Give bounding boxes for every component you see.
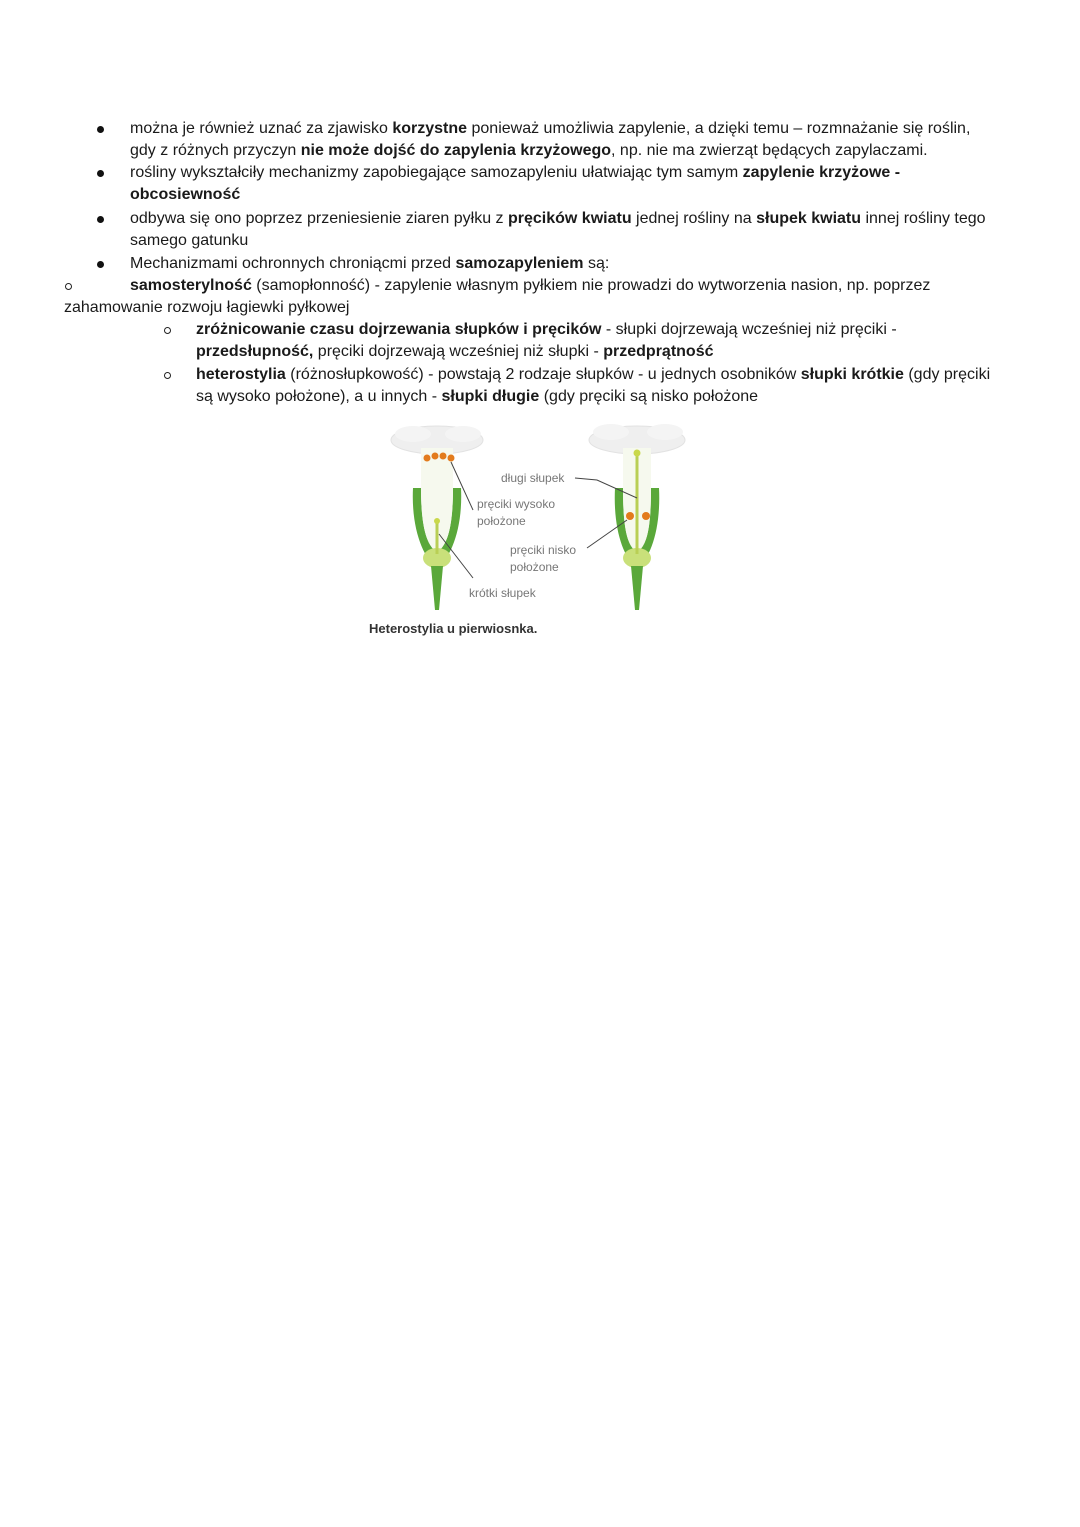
- stalk: [631, 566, 643, 610]
- bullet-1-line-1: można je również uznać za zjawisko korzystne ponieważ umożliwia zapylenie, a dzięki temu – rozmnażanie się roślin,: [130, 120, 971, 137]
- bullet-2-line-2: obcosiewność: [130, 186, 241, 203]
- anther: [432, 453, 439, 460]
- petal: [445, 426, 481, 442]
- bullet-dot: [97, 170, 104, 177]
- heterostyly-figure: [365, 418, 715, 643]
- bullet-ring: [65, 283, 72, 290]
- flower-short-pistil: [391, 426, 483, 610]
- flower-long-pistil: [589, 424, 685, 610]
- label-low-stamens-2: położone: [510, 560, 559, 574]
- stigma: [434, 518, 440, 524]
- anther: [424, 455, 431, 462]
- anther: [440, 453, 447, 460]
- bullet-3-line-1: odbywa się ono poprzez przeniesienie ziaren pyłku z pręcików kwiatu jednej rośliny na słupek kwiatu innej rośliny tego: [130, 210, 986, 227]
- petal: [395, 426, 431, 442]
- samosterylnosc-line-2: zahamowanie rozwoju łagiewki pyłkowej: [64, 299, 350, 316]
- petal: [593, 424, 629, 440]
- label-low-stamens-1: pręciki nisko: [510, 543, 577, 557]
- bullet-dot: [97, 126, 104, 133]
- sub-bullet-1-line-1: zróżnicowanie czasu dojrzewania słupków i pręcików - słupki dojrzewają wcześniej niż pręciki -: [196, 321, 897, 338]
- anther: [448, 455, 455, 462]
- sub-bullet-2-line-1: heterostylia (różnosłupkowość) - powstają 2 rodzaje słupków - u jednych osobników słupki krótkie (gdy pręciki: [196, 366, 991, 383]
- sub-bullet-1-line-2: przedsłupność, pręciki dojrzewają wcześniej niż słupki - przedprątność: [196, 343, 714, 360]
- anther: [626, 512, 634, 520]
- label-short-pistil: krótki słupek: [469, 586, 536, 600]
- label-high-stamens-2: położone: [477, 514, 526, 528]
- stigma: [634, 450, 641, 457]
- samosterylnosc-line-1: samosterylność (samopłonność) - zapylenie własnym pyłkiem nie prowadzi do wytworzenia nasion, np. poprzez: [130, 277, 931, 294]
- bullet-ring: [164, 327, 171, 334]
- stalk: [431, 566, 443, 610]
- bullet-1-line-2: gdy z różnych przyczyn nie może dojść do zapylenia krzyżowego, np. nie ma zwierząt będących zapylaczami.: [130, 142, 928, 159]
- figure-caption: Heterostylia u pierwiosnka.: [369, 621, 538, 636]
- bullet-dot: [97, 261, 104, 268]
- label-high-stamens-1: pręciki wysoko: [477, 497, 556, 511]
- bullet-dot: [97, 216, 104, 223]
- bullet-ring: [164, 372, 171, 379]
- label-long-pistil: długi słupek: [501, 471, 565, 485]
- anther: [642, 512, 650, 520]
- sub-bullet-2-line-2: są wysoko położone), a u innych - słupki długie (gdy pręciki są nisko położone: [196, 388, 759, 405]
- petal: [647, 424, 683, 440]
- bullet-4-line-1: Mechanizmami ochronnych chroniącmi przed samozapyleniem są:: [130, 255, 610, 272]
- bullet-2-line-1: rośliny wykształciły mechanizmy zapobiegające samozapyleniu ułatwiając tym samym zapylenie krzyżowe -: [130, 164, 901, 181]
- bullet-3-line-2: samego gatunku: [130, 232, 249, 249]
